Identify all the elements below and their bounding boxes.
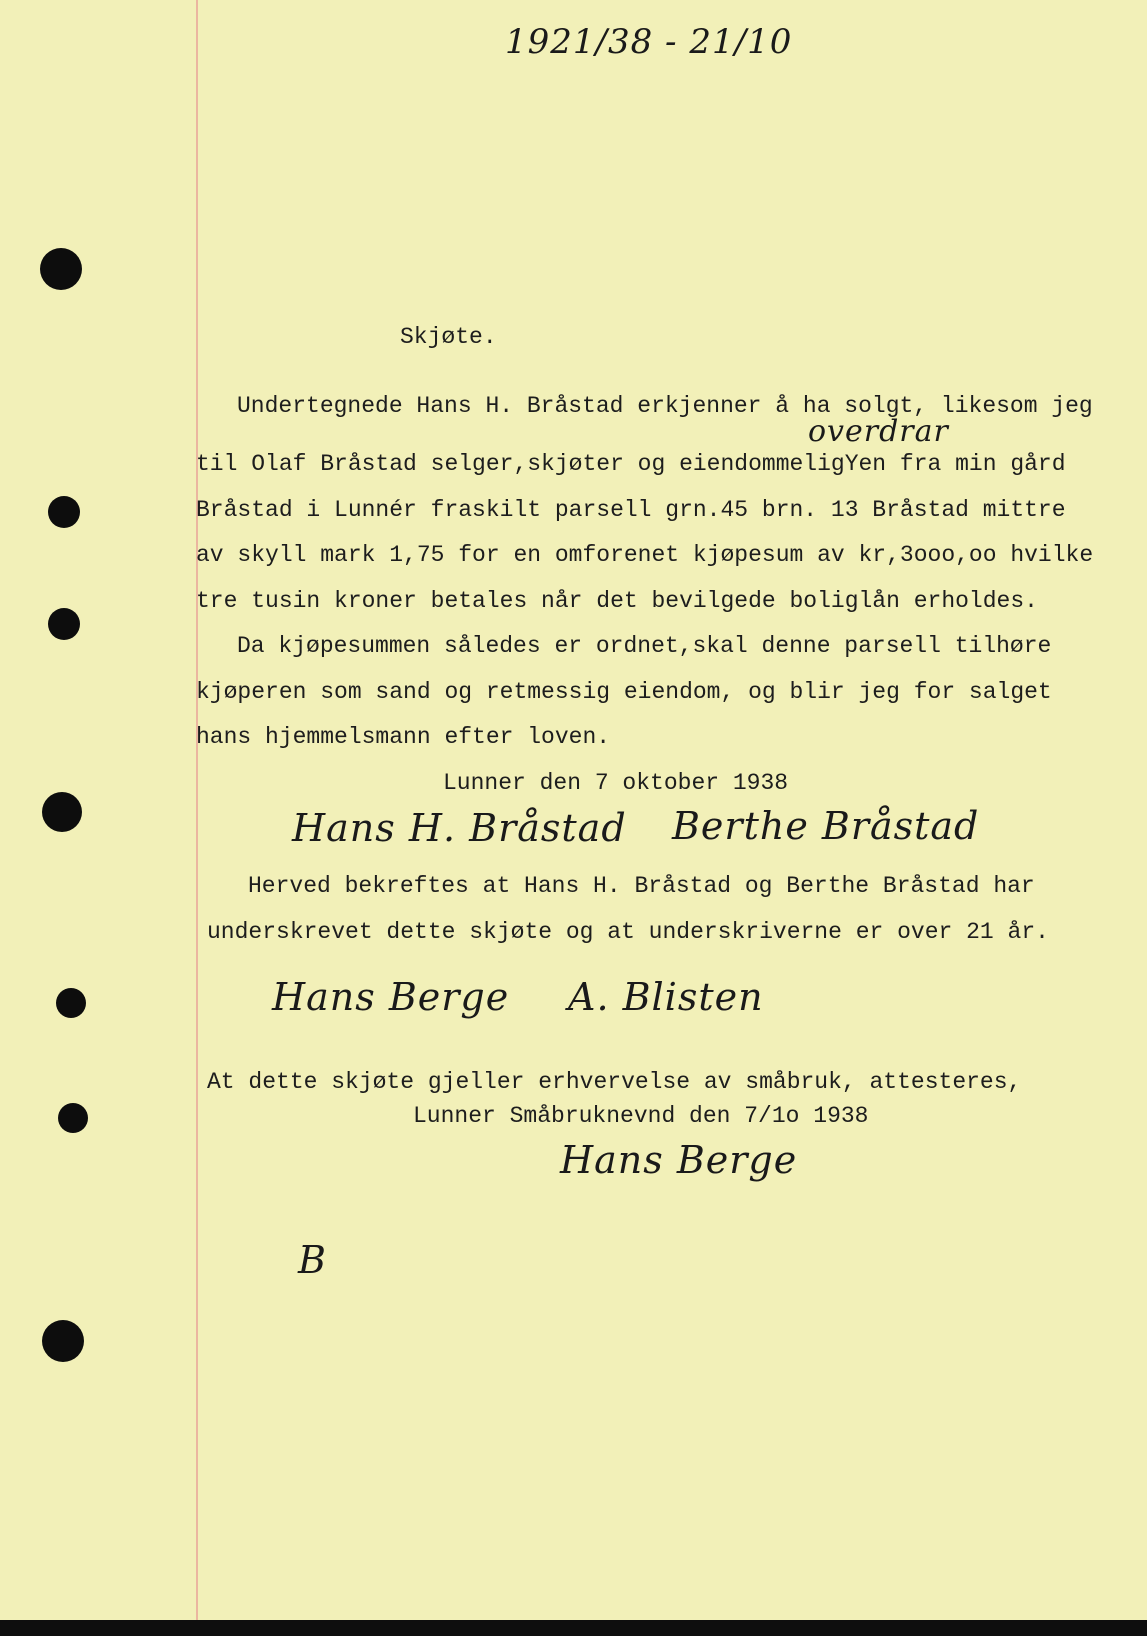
witness-statement-line: Herved bekreftes at Hans H. Bråstad og Berthe Bråstad har — [248, 873, 1035, 899]
punch-hole — [58, 1103, 88, 1133]
attestation-line: Lunner Småbruknevnd den 7/1o 1938 — [413, 1103, 869, 1129]
signature-seller: Berthe Bråstad — [672, 804, 980, 848]
scan-border — [0, 1620, 1147, 1636]
paragraph2-line: hans hjemmelsmann efter loven. — [196, 724, 611, 750]
signature-witness: A. Blisten — [568, 975, 764, 1019]
punch-hole — [40, 248, 82, 290]
punch-hole — [56, 988, 86, 1018]
margin-line — [196, 0, 198, 1620]
punch-hole — [48, 608, 80, 640]
interlinear-note: overdrar — [808, 414, 949, 449]
paragraph1-line: av skyll mark 1,75 for en omforenet kjøpesum av kr,3ooo,oo hvilke — [196, 542, 1094, 568]
paragraph2-line: kjøperen som sand og retmessig eiendom, og blir jeg for salget — [196, 679, 1052, 705]
punch-hole — [48, 496, 80, 528]
initials: B — [298, 1238, 327, 1282]
witness-statement-line: underskrevet dette skjøte og at underskriverne er over 21 år. — [207, 919, 1049, 945]
punch-hole — [42, 792, 82, 832]
place-date: Lunner den 7 oktober 1938 — [443, 770, 789, 796]
paragraph2-line: Da kjøpesummen således er ordnet,skal denne parsell tilhøre — [237, 633, 1052, 659]
paragraph1-line: Bråstad i Lunnér fraskilt parsell grn.45 brn. 13 Bråstad mittre — [196, 497, 1066, 523]
top-annotation: 1921/38 - 21/10 — [505, 22, 793, 62]
paragraph1-line: Undertegnede Hans H. Bråstad erkjenner å ha solgt, likesom jeg — [237, 393, 1093, 419]
signature-seller: Hans H. Bråstad — [292, 806, 627, 850]
signature-board: Hans Berge — [560, 1138, 798, 1182]
document-title: Skjøte. — [400, 324, 497, 350]
attestation-line: At dette skjøte gjeller erhvervelse av småbruk, attesteres, — [207, 1069, 1022, 1095]
signature-witness: Hans Berge — [272, 975, 510, 1019]
paragraph1-line: til Olaf Bråstad selger,skjøter og eiendommeligYen fra min gård — [196, 451, 1066, 477]
punch-hole — [42, 1320, 84, 1362]
paragraph1-line: tre tusin kroner betales når det bevilgede boliglån erholdes. — [196, 588, 1038, 614]
